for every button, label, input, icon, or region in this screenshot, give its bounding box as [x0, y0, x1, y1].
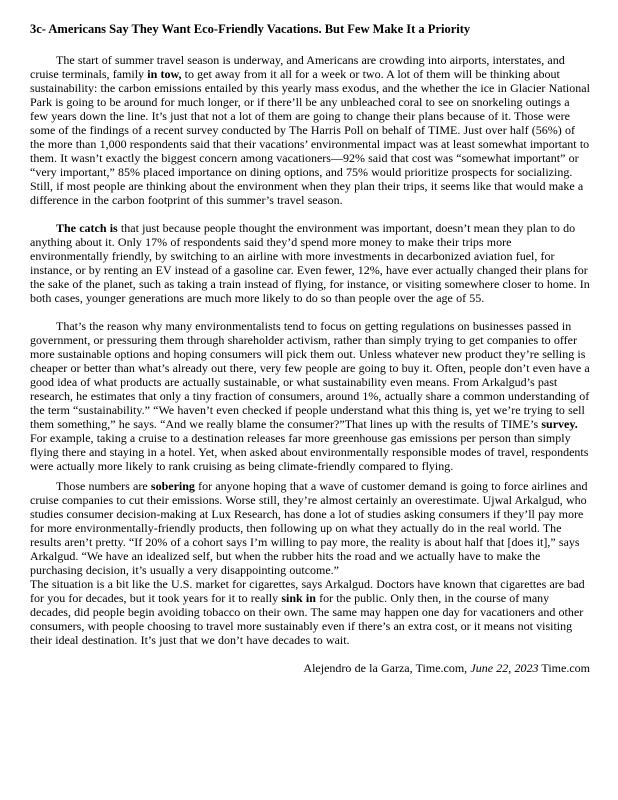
text-run: Those numbers are — [56, 479, 151, 493]
author-name: Alejendro de la Garza, Time.com, — [303, 661, 471, 675]
paragraph-cigarettes — [30, 577, 590, 647]
byline-attribution — [30, 661, 590, 675]
bold-phrase-sink-in: sink in — [281, 591, 316, 605]
paragraph-sobering — [30, 479, 590, 577]
text-run: for the public. Only then, in the course of many decades, did people begin avoiding tobacco on their own. The same may happen one day for vacationers and other consumers, with people choosing to travel more sustainably even if there’s an extra cost, or it means not visiting their ideal destination. It’s just that we don’t have decades to wait. — [30, 591, 584, 647]
text-run: For example, taking a cruise to a destination releases far more greenhouse gas emissions per person than simply flying there and staying in a hotel. Yet, when asked about environmentally responsible modes of travel, respondents were actually more likely to rank cruising as being climate-friendly compared to flying. — [30, 431, 589, 473]
text-run: The situation is a bit like the U.S. market for cigarettes, says Arkalgud. Doctors have known that cigarettes are bad for you for decades, but it took years for it to really — [30, 577, 585, 605]
paragraph-regulations — [30, 319, 590, 473]
paragraph-the-catch — [30, 221, 590, 305]
text-run: that just because people thought the environment was important, doesn’t mean they plan to do anything about it. Only 17% of respondents said they’d spend more money to make their trips more environmentally friendly, by switching to an airline with more investments in decarbonized aviation fuel, for instance, or by renting an EV instead of a gasoline car. Even fewer, 12%, have ever actually changed their plans for the sake of the planet, such as taking a train instead of flying, for instance, or visiting somewhere closer to home. In both cases, younger generations are much more likely to do so than people over the age of 55. — [30, 221, 590, 305]
bold-phrase-survey: survey. — [541, 417, 578, 431]
text-run: to get away from it all for a week or two. A lot of them will be thinking about sustainability: the carbon emissions entailed by this yearly mass exodus, and the whether the ice in Glacier National Park is going to be around for much longer, or if there’ll be any unbleached coral to see on snorkeling outings a few years down the line. It’s just that not a lot of them are going to change their plans because of it. Those were some of the findings of a recent survey conducted by The Harris Poll on behalf of TIME. Just over half (56%) of the more than 1,000 respondents said that their vacations’ environmental impact was at least somewhat important to them. It wasn’t exactly the biggest concern among vacationers—92% said that cost was “somewhat important” or “very important,” 85% placed importance on dining options, and 75% would prioritize prospects for socializing. Still, if most people are thinking about the environment when they plan their trips, it seems like that would make a difference in the carbon footprint of this summer’s travel season. — [30, 67, 590, 207]
paragraph-intro — [30, 53, 590, 207]
text-run: for anyone hoping that a wave of customer demand is going to force airlines and cruise companies to cut their emissions. Worse still, they’re almost certainly an overestimate. Ujwal Arkalgud, who studies consumer decision-making at Lux Research, has done a lot of studies asking consumers if they’ll pay more for more environmentally-friendly products, then following up on what they actually do in the real world. The results aren’t pretty. “If 20% of a cohort says I’m willing to pay more, the reality is about half that [does it],” says Arkalgud. “We have an idealized self, but when the rubber hits the road and we actually have to make the purchasing decision, it’s usually a very disappointing outcome.” — [30, 479, 588, 577]
text-run: That’s the reason why many environmentalists tend to focus on getting regulations on businesses passed in government, or pressuring them through shareholder activism, rather than simply trying to get companies to offer more sustainable options and hoping consumers will pick them out. Unless whatever new product they’re selling is cheaper or better than what’s already out there, very few people are going to buy it. Often, people don’t even have a good idea of what products are actually sustainable, or what sustainability even means. From Arkalgud’s past research, he estimates that only a tiny fraction of consumers, around 1%, actually share a common understanding of the term “sustainability.” “We haven’t even checked if people understand what this thing is, yet we’re trying to sell them something,” he says. “And we really blame the consumer?”That lines up with the results of TIME’s — [30, 319, 590, 431]
publication-date: June 22, 2023 — [470, 661, 539, 675]
text-run: The start of summer travel season is underway, and Americans are crowding into airports, interstates, and cruise terminals, family — [30, 53, 565, 81]
source-name: Time.com — [538, 661, 590, 675]
document-title: 3c- Americans Say They Want Eco-Friendly Vacations. But Few Make It a Priority — [30, 22, 471, 36]
bold-phrase-the-catch-is: The catch is — [56, 221, 118, 235]
bold-phrase-sobering: sobering — [150, 479, 195, 493]
bold-phrase-in-tow: in tow, — [147, 67, 182, 81]
